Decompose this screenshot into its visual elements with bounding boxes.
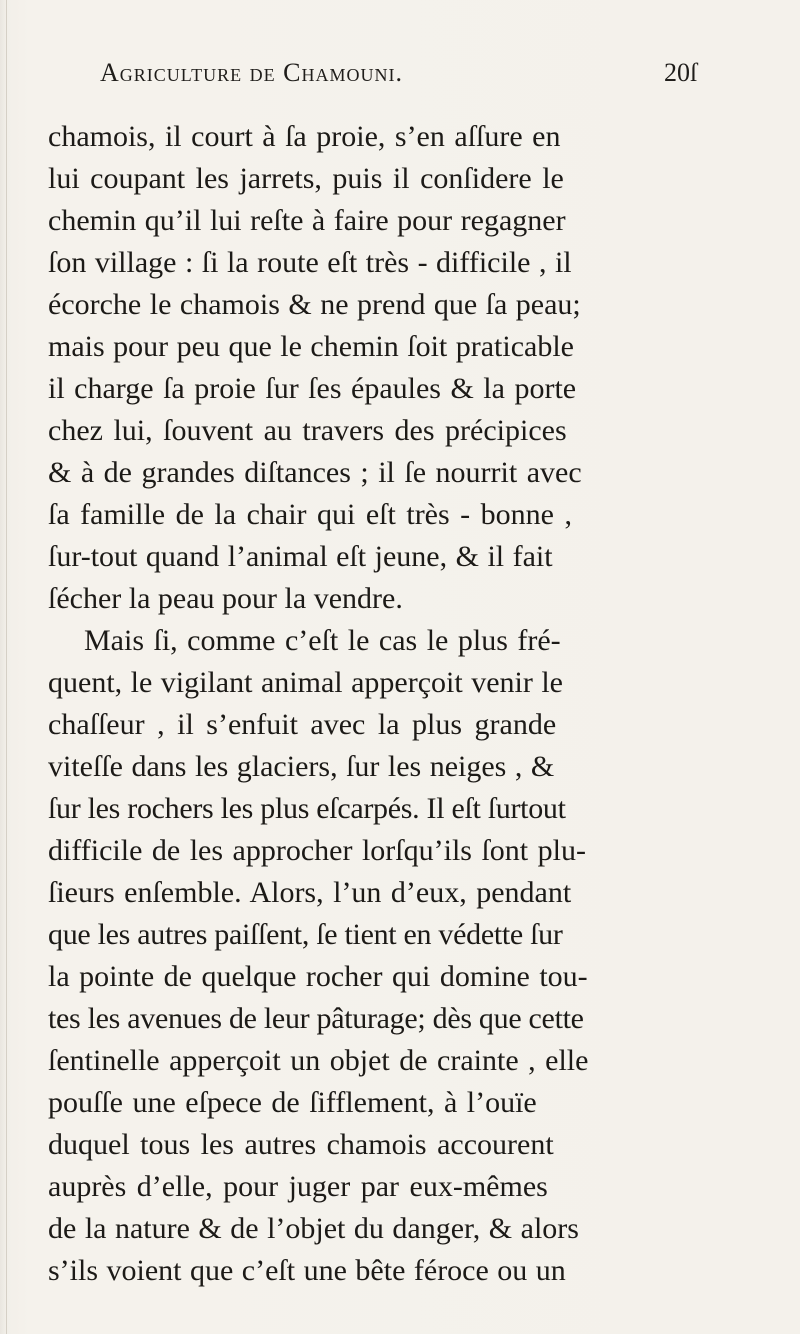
page-number: 20ſ (664, 58, 698, 87)
text-line: que les autres paiſſent, ſe tient en védette ſur (48, 918, 563, 951)
text-line: de la nature & de l’objet du danger, & alors (48, 1212, 579, 1245)
text-line: chamois, il court à ſa proie, s’en aſſure en (48, 120, 561, 153)
page-gutter-edge (6, 0, 7, 1334)
text-line: tes les avenues de leur pâturage; dès que cette (48, 1002, 584, 1035)
text-line: ſentinelle apperçoit un objet de crainte , elle (48, 1044, 589, 1077)
body-text (48, 116, 768, 1292)
text-line: difficile de les approcher lorſqu’ils ſont plu- (48, 834, 586, 867)
text-line: chez lui, ſouvent au travers des précipices (48, 414, 567, 447)
text-line: auprès d’elle, pour juger par eux-mêmes (48, 1170, 548, 1203)
text-line: écorche le chamois & ne prend que ſa peau; (48, 288, 581, 321)
text-line: Mais ſi, comme c’eſt le cas le plus fré- (84, 624, 561, 657)
text-line: s’ils voient que c’eſt une bête féroce ou un (48, 1254, 566, 1287)
text-line: ſa famille de la chair qui eſt très - bonne , (48, 498, 572, 531)
text-line: la pointe de quelque rocher qui domine tou- (48, 960, 588, 993)
text-line: pouſſe une eſpece de ſifflement, à l’ouïe (48, 1086, 537, 1119)
text-line: mais pour peu que le chemin ſoit praticable (48, 330, 574, 363)
text-line: chaſſeur , il s’enfuit avec la plus grande (48, 708, 557, 741)
running-title: Agriculture de Chamouni. (100, 58, 403, 87)
text-line: ſieurs enſemble. Alors, l’un d’eux, pendant (48, 876, 572, 909)
text-line: ſur-tout quand l’animal eſt jeune, & il fait (48, 540, 553, 573)
text-line: ſon village : ſi la route eſt très - difficile , il (48, 246, 572, 279)
text-line: il charge ſa proie ſur ſes épaules & la porte (48, 372, 577, 405)
text-line: duquel tous les autres chamois accourent (48, 1128, 554, 1161)
text-line: & à de grandes diſtances ; il ſe nourrit avec (48, 456, 582, 489)
text-line: chemin qu’il lui reſte à faire pour regagner (48, 204, 566, 237)
text-line: ſécher la peau pour la vendre. (48, 582, 403, 615)
text-line: quent, le vigilant animal apperçoit venir le (48, 666, 563, 699)
text-line: ſur les rochers les plus eſcarpés. Il eſt ſurtout (48, 792, 566, 825)
text-line: viteſſe dans les glaciers, ſur les neiges , & (48, 750, 555, 783)
text-line: lui coupant les jarrets, puis il conſidere le (48, 162, 564, 195)
page-header (0, 58, 800, 98)
